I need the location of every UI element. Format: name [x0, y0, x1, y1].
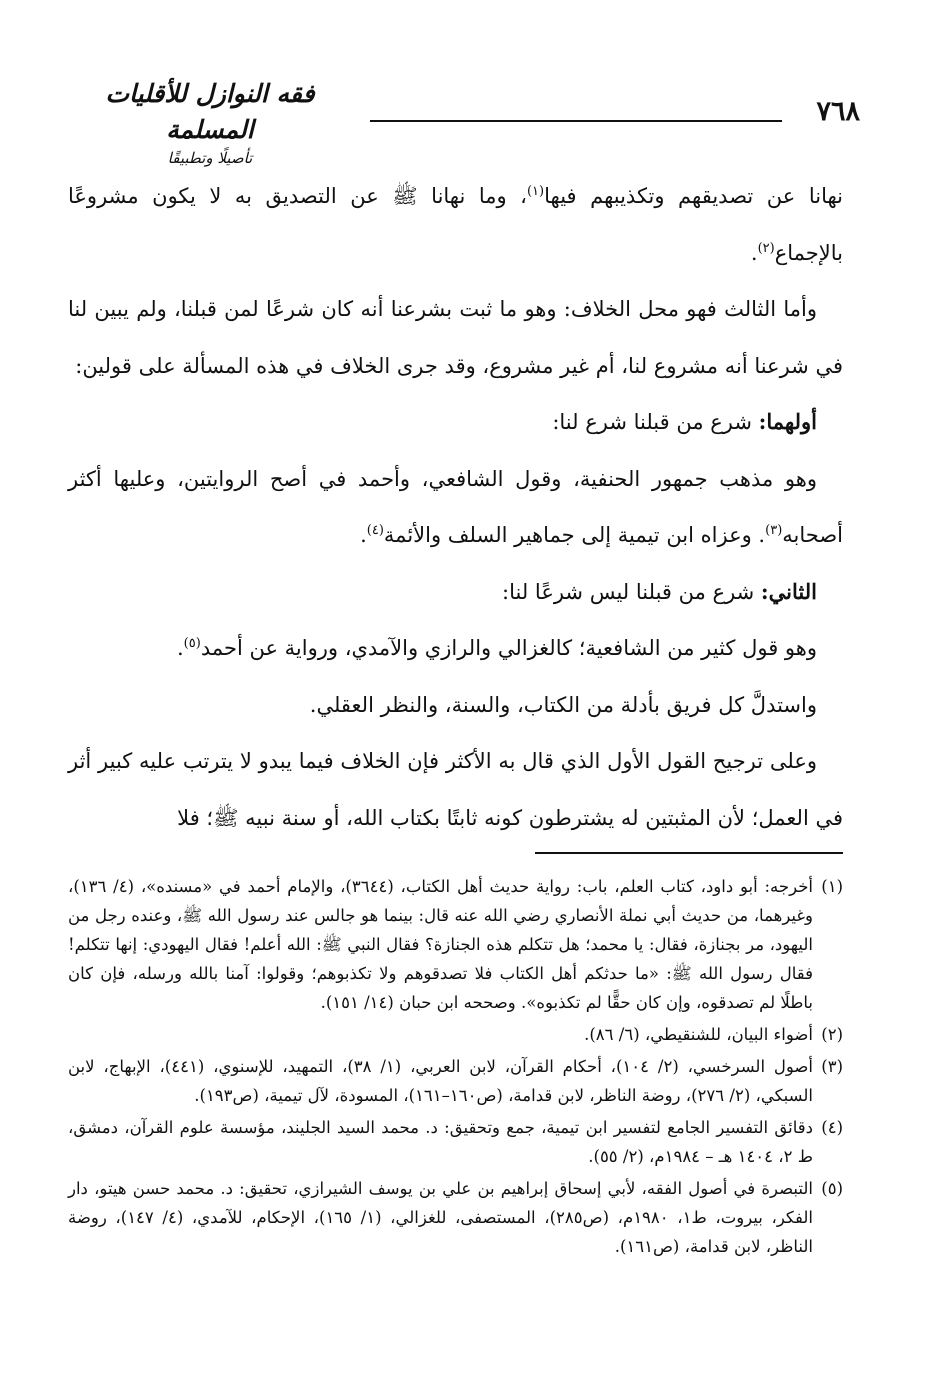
footnote-text: التبصرة في أصول الفقه، لأبي إسحاق إبراهيم بن علي بن يوسف الشيرازي، تحقيق: د. محمد حسن هيتو، دار الفكر، بيروت، ط١، ١٩٨٠م، (ص٢٨٥)، المستصفى، للغزالي، (١/ ١٦٥)، الإحكام، للآمدي، (٤/ ١٤٧)، روضة الناظر، لابن قدامة، (ص١٦١).	[68, 1179, 814, 1256]
footnote-ref: (٢)	[757, 240, 775, 256]
footnote-5	[68, 1174, 843, 1261]
book-title-main: فقه النوازل للأقليات المسلمة	[105, 79, 315, 144]
header-rule	[370, 120, 782, 122]
second-opinion-label: الثاني:	[760, 578, 817, 604]
page-number: ٧٦٨	[816, 96, 860, 127]
footnote-ref: (٤)	[366, 523, 384, 538]
page-header	[60, 72, 860, 167]
paragraph-first-opinion: أولهما: شرع من قبلنا شرع لنا:	[552, 409, 817, 434]
footnote-ref: (٥)	[183, 636, 201, 651]
footnote-text: أضواء البيان، للشنقيطي، (٦/ ٨٦).	[584, 1025, 813, 1044]
first-opinion-label: أولهما:	[758, 409, 817, 434]
footnote-separator	[535, 852, 843, 854]
footnote-3	[68, 1052, 843, 1110]
paragraph: وعلى ترجيح القول الأول الذي قال به الأكثر فإن الخلاف فيما يبدو لا يترتب عليه كبير أثر في العمل؛ لأن المثبتين له يشترطون كونه ثابتًا بكتاب الله، أو سنة نبيه ﷺ؛ فلا	[68, 749, 843, 830]
footnote-4	[68, 1113, 843, 1171]
footnote-2	[68, 1020, 843, 1049]
paragraph-second-opinion: الثاني: شرع من قبلنا ليس شرعًا لنا:	[502, 578, 817, 604]
book-title-subtitle: تأصيلًا وتطبيقًا	[167, 149, 253, 167]
footnote-ref: (١)	[526, 184, 545, 199]
footnote-number: (١)	[821, 877, 843, 896]
footnote-ref: (٣)	[765, 523, 783, 538]
paragraph: نهانا عن تصديقهم وتكذيبهم فيها$^{(١)}$، وما نهانا ﷺ عن التصديق به لا يكون مشروعًا بالإجماع$^{(٢)}$.	[68, 184, 844, 265]
footnote-text: أخرجه: أبو داود، كتاب العلم، باب: رواية حديث أهل الكتاب، (٣٦٤٤)، والإمام أحمد في «مسنده»، (٤/ ١٣٦)، وغيرهما، من حديث أبي نملة الأنصاري رضي الله عنه قال: بينما هو جالس عند رسول الله ﷺ، وعنده رجل من اليهود، مر بجنازة، فقال: يا محمد؛ هل تتكلم هذه الجنازة؟ فقال النبي ﷺ: الله أعلم! فقال اليهودي: إنها تتكلم! فقال رسول الله ﷺ: «ما حدثكم أهل الكتاب فلا تصدقوهم ولا تكذبوهم؛ وقولوا: آمنا بالله ورسله، فإن كان باطلًا لم تصدقوه، وإن كان حقًّا لم تكذبوه». وصححه ابن حبان (١٤/ ١٥١).	[68, 877, 813, 1012]
footnote-number: (٥)	[821, 1179, 843, 1198]
footnote-number: (٢)	[821, 1025, 843, 1044]
paragraph: وهو قول كثير من الشافعية؛ كالغزالي والرازي والآمدي، ورواية عن أحمد$^{(٥)}$.	[176, 636, 817, 660]
footnote-1	[68, 872, 843, 1017]
paragraph: واستدلَّ كل فريق بأدلة من الكتاب، والسنة، والنظر العقلي.	[309, 692, 817, 717]
book-title	[60, 76, 360, 168]
footnote-text: أصول السرخسي، (٢/ ١٠٤)، أحكام القرآن، لابن العربي، (١/ ٣٨)، التمهيد، للإسنوي، (٤٤١)، الإبهاج، لابن السبكي، (٢/ ٢٧٦)، روضة الناظر، لابن قدامة، (ص١٦٠–١٦١)، المسودة، لآل تيمية، (ص١٩٣).	[68, 1057, 814, 1105]
footnote-number: (٤)	[821, 1118, 843, 1137]
main-text	[68, 168, 843, 846]
paragraph: وأما الثالث فهو محل الخلاف: وهو ما ثبت بشرعنا أنه كان شرعًا لمن قبلنا، ولم يبين لنا في شرعنا أنه مشروع لنا، أم غير مشروع، وقد جرى الخلاف في هذه المسألة على قولين:	[68, 297, 843, 378]
footnotes	[68, 872, 843, 1261]
footnote-number: (٣)	[821, 1057, 843, 1076]
footnote-text: دقائق التفسير الجامع لتفسير ابن تيمية، جمع وتحقيق: د. محمد السيد الجليند، مؤسسة علوم القرآن، دمشق، ط ٢، ١٤٠٤ هـ – ١٩٨٤م، (٢/ ٥٥).	[68, 1118, 813, 1166]
paragraph: وهو مذهب جمهور الحنفية، وقول الشافعي، وأحمد في أصح الروايتين، وعليها أكثر أصحابه$^{(٣)}$. وعزاه ابن تيمية إلى جماهير السلف والأئمة$^{(٤)}$.	[68, 466, 843, 547]
